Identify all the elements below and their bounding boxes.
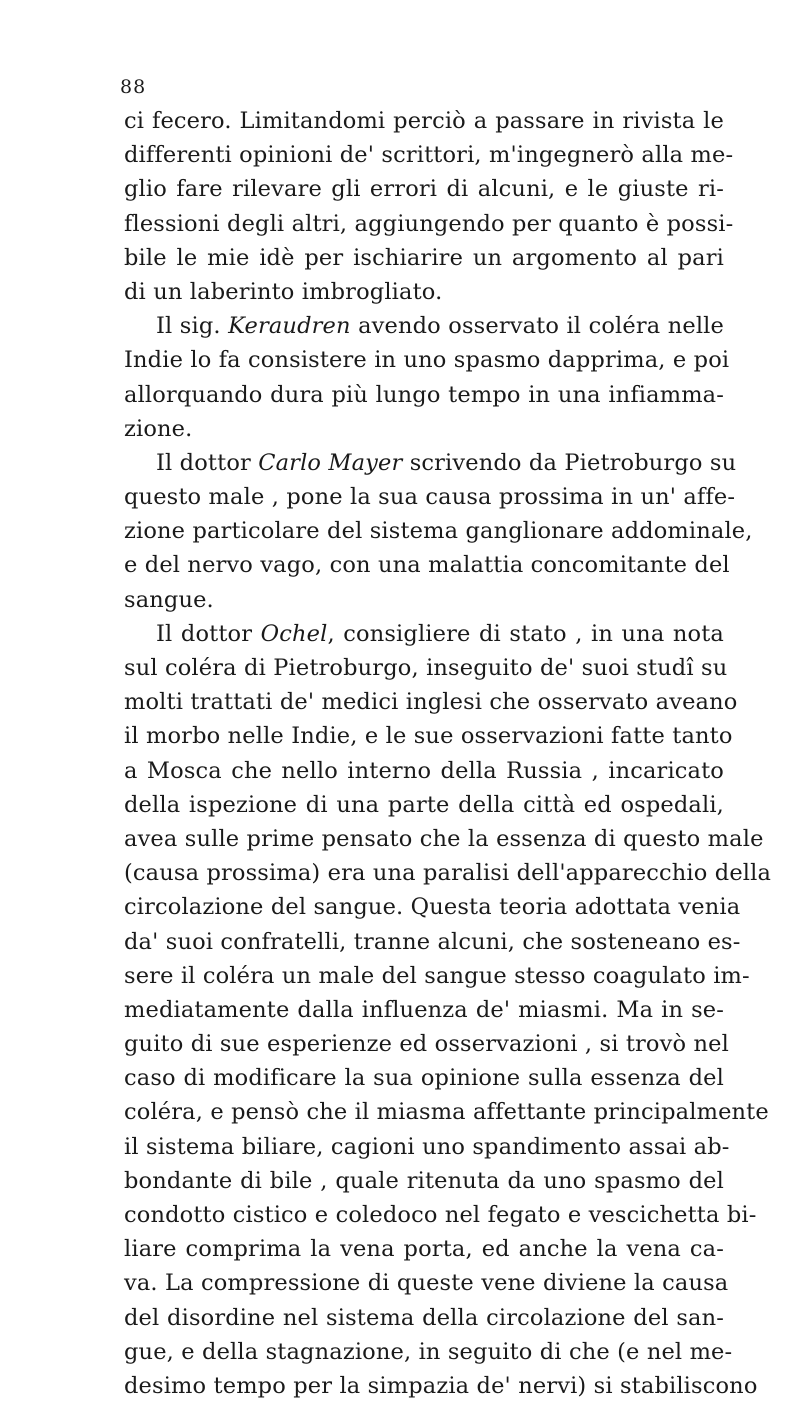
text-line: allorquando dura più lungo tempo in una infiamma- [124, 381, 724, 408]
text-line: coléra, e pensò che il miasma affettante principalmente [124, 1099, 769, 1126]
text-line: va. La compressione di queste vene diviene la causa [124, 1270, 729, 1297]
text-line: sere il coléra un male del sangue stesso coagulato im- [124, 962, 750, 989]
text-line: flessioni degli altri, aggiungendo per quanto è possi- [124, 210, 734, 237]
text-line: gue, e della stagnazione, in seguito di che (e nel me- [124, 1338, 733, 1365]
body-text [124, 104, 772, 1403]
author-name: Carlo Mayer [258, 449, 403, 476]
text-segment: scrivendo da Pietroburgo su [402, 449, 737, 476]
text-line: avea sulle prime pensato che la essenza di questo male [124, 825, 764, 852]
text-line: mediatamente dalla influenza de' miasmi. Ma in se- [124, 996, 724, 1023]
text-line: zione particolare del sistema ganglionare addominale, [124, 518, 753, 545]
text-line: di un laberinto imbrogliato. [124, 278, 443, 305]
text-line: bile le mie idè per ischiarire un argomento al pari [124, 244, 724, 271]
text-line: da' suoi confratelli, tranne alcuni, che sosteneano es- [124, 928, 741, 955]
text-line: circolazione del sangue. Questa teoria adottata venia [124, 894, 741, 921]
text-line [124, 309, 724, 343]
text-segment: , consigliere di stato , in una nota [327, 620, 724, 647]
text-line: (causa prossima) era una paralisi dell'apparecchio della [124, 860, 772, 887]
text-segment: avendo osservato il coléra nelle [350, 313, 724, 340]
author-name: Ochel [260, 620, 328, 647]
author-name: Keraudren [228, 313, 351, 340]
text-line: molti trattati de' medici inglesi che osservato aveano [124, 689, 738, 716]
text-line: differenti opinioni de' scrittori, m'ingegnerò alla me- [124, 142, 734, 169]
text-line [124, 617, 724, 651]
text-line: condotto cistico e coledoco nel fegato e vescichetta bi- [124, 1202, 757, 1228]
text-line: glio fare rilevare gli errori di alcuni, e le giuste ri- [124, 176, 724, 203]
page-number: 88 [120, 76, 147, 98]
text-line: a Mosca che nello interno della Russia , incaricato [124, 757, 724, 784]
text-line: desimo tempo per la simpazia de' nervi) si stabiliscono [124, 1372, 758, 1399]
text-line: del disordine nel sistema della circolazione del san- [124, 1304, 724, 1331]
text-line [124, 446, 737, 480]
text-line: il morbo nelle Indie, e le sue osservazioni fatte tanto [124, 723, 733, 750]
text-segment: Il sig. [156, 313, 229, 340]
text-line: ci fecero. Limitandomi perciò a passare in rivista le [124, 108, 724, 134]
text-line: il sistema biliare, cagioni uno spandimento assai ab- [124, 1133, 730, 1160]
text-line: e del nervo vago, con una malattia concomitante del [124, 552, 730, 579]
text-line: liare comprima la vena porta, ed anche la vena ca- [124, 1236, 724, 1263]
text-line: sangue. [124, 586, 214, 613]
text-line: zione. [124, 415, 193, 442]
text-line: sul coléra di Pietroburgo, inseguito de' suoi studî su [124, 655, 728, 681]
text-segment: Il dottor [156, 449, 259, 476]
text-line: guito di sue esperienze ed osservazioni , si trovò nel [124, 1031, 729, 1058]
text-line: bondante di bile , quale ritenuta da uno spasmo del [124, 1167, 724, 1194]
text-line: questo male , pone la sua causa prossima in un' affe- [124, 484, 736, 511]
text-line: della ispezione di una parte della città ed ospedali, [124, 791, 724, 818]
text-segment: Il dottor [156, 620, 261, 647]
text-line: caso di modificare la sua opinione sulla essenza del [124, 1065, 724, 1092]
text-line: Indie lo fa consistere in uno spasmo dapprima, e poi [124, 347, 730, 374]
